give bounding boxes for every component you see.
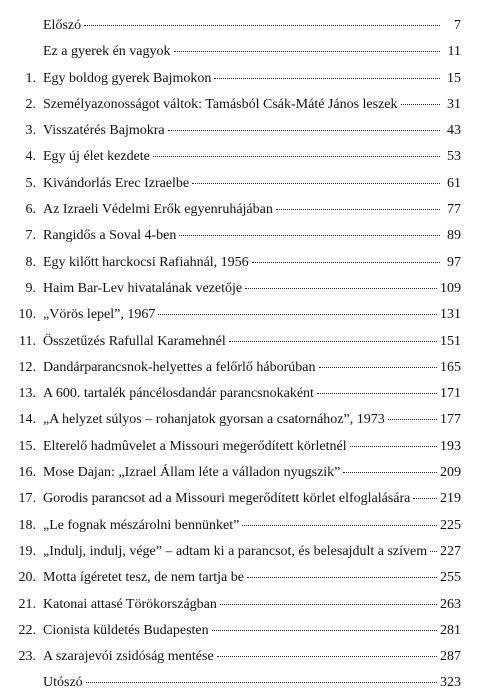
page-number: 131 (440, 307, 461, 323)
dot-leader (319, 367, 438, 368)
toc-line (43, 254, 461, 271)
page-number: 225 (440, 517, 461, 533)
toc-entry (0, 302, 485, 328)
toc-line (43, 43, 461, 60)
dot-leader (413, 498, 437, 499)
chapter-title: Az Izraeli Védelmi Erők egyenruhájában (43, 202, 273, 218)
chapter-number: 23. (18, 649, 36, 665)
dot-leader (242, 525, 437, 526)
chapter-number: 13. (18, 386, 36, 402)
page-number: 165 (440, 359, 461, 375)
chapter-title: Rangidős a Soval 4-ben (43, 228, 177, 244)
table-of-contents (0, 13, 485, 697)
dot-leader (153, 156, 440, 157)
dot-leader (220, 604, 437, 605)
chapter-number: 1. (25, 70, 36, 86)
chapter-title: Összetűzés Rafullal Karamehnél (43, 333, 226, 349)
chapter-number: 15. (18, 438, 36, 454)
toc-line (43, 175, 461, 192)
toc-line (43, 490, 461, 507)
chapter-title: „A helyzet súlyos – rohanjatok gyorsan a csatornához”, 1973 (43, 412, 385, 428)
page-number: 15 (447, 70, 461, 86)
page-number: 219 (440, 491, 461, 507)
chapter-number: 4. (25, 149, 36, 165)
dot-leader (217, 656, 437, 657)
page-number: 171 (440, 386, 461, 402)
chapter-number: 20. (18, 570, 36, 586)
page-number: 61 (447, 175, 461, 191)
toc-line (43, 306, 461, 323)
toc-line (43, 464, 461, 481)
toc-entry (0, 618, 485, 644)
toc-line (43, 411, 461, 428)
page-number: 193 (440, 438, 461, 454)
chapter-number: 11. (19, 333, 36, 349)
page-number: 177 (440, 412, 461, 428)
dot-leader (317, 393, 437, 394)
toc-line (43, 148, 461, 165)
chapter-number: 14. (18, 412, 36, 428)
toc-line (43, 201, 461, 218)
chapter-number: 19. (18, 543, 36, 559)
chapter-title: Dandárparancsnok-helyettes a felőrlő háborúban (43, 359, 316, 375)
dot-leader (192, 183, 440, 184)
chapter-title: Egy új élet kezdete (43, 149, 150, 165)
page-number: 7 (454, 18, 461, 33)
chapter-title: Egy kilőtt harckocsi Rafiahnál, 1956 (43, 254, 249, 270)
page-number: 263 (440, 596, 461, 612)
toc-entry (0, 13, 485, 39)
page-number: 281 (440, 622, 461, 638)
chapter-title: Utószó (43, 675, 83, 691)
toc-entry (0, 407, 485, 433)
toc-entry (0, 39, 485, 65)
chapter-number: 17. (18, 491, 36, 507)
chapter-title: Visszatérés Bajmokra (43, 123, 165, 139)
chapter-title: A 600. tartalék páncélosdandár parancsnokaként (43, 386, 314, 402)
chapter-title: Személyazonosságot váltok: Tamásból Csák-Máté János leszek (43, 96, 398, 112)
toc-line (43, 648, 461, 665)
chapter-title: „Le fognak mészárolni bennünket” (43, 517, 240, 533)
chapter-number: 8. (25, 254, 36, 270)
chapter-title: Mose Dajan: „Izrael Állam léte a válladon nyugszik” (43, 465, 341, 481)
chapter-number: 22. (18, 622, 36, 638)
toc-line (43, 280, 461, 297)
chapter-title: Elterelő hadmûvelet a Missouri megerődített körletnél (43, 438, 347, 454)
page-number: 209 (440, 465, 461, 481)
toc-line (43, 333, 461, 350)
toc-line (43, 96, 461, 113)
toc-entry (0, 171, 485, 197)
chapter-number: 6. (25, 202, 36, 218)
page-number: 109 (440, 280, 461, 296)
page-number: 227 (440, 543, 461, 559)
toc-line (43, 438, 461, 455)
toc-line (43, 227, 461, 244)
toc-entry (0, 565, 485, 591)
page-number: 77 (447, 202, 461, 218)
chapter-title: Egy boldog gyerek Bajmokon (43, 70, 212, 86)
chapter-number: 9. (25, 280, 36, 296)
toc-line (43, 17, 461, 34)
chapter-number: 16. (18, 465, 36, 481)
chapter-title: Ez a gyerek én vagyok (43, 44, 171, 60)
chapter-title: Gorodis parancsot ad a Missouri megerődített körlet elfoglalására (43, 491, 411, 507)
dot-leader (430, 551, 437, 552)
chapter-number: 10. (18, 307, 36, 323)
toc-line (43, 385, 461, 402)
page-number: 53 (447, 149, 461, 165)
chapter-number: 2. (25, 96, 36, 112)
dot-leader (84, 25, 440, 26)
dot-leader (388, 419, 437, 420)
dot-leader (247, 577, 437, 578)
chapter-title: Cionista küldetés Budapesten (43, 622, 209, 638)
chapter-number: 3. (25, 123, 36, 139)
chapter-title: „Indulj, indulj, vége” – adtam ki a parancsot, és belesajdult a szívem (43, 543, 428, 559)
toc-entry (0, 460, 485, 486)
dot-leader (86, 682, 437, 683)
chapter-number: 7. (25, 228, 36, 244)
dot-leader (174, 51, 441, 52)
chapter-title: Előszó (43, 18, 82, 33)
toc-line (43, 70, 461, 87)
chapter-title: Kivándorlás Erec Izraelbe (43, 175, 190, 191)
toc-entry (0, 276, 485, 302)
toc-line (43, 517, 461, 534)
toc-entry (0, 381, 485, 407)
toc-line (43, 569, 461, 586)
toc-entry (0, 329, 485, 355)
toc-entry (0, 197, 485, 223)
toc-entry (0, 434, 485, 460)
toc-line (43, 543, 461, 560)
toc-entry (0, 486, 485, 512)
toc-entry (0, 513, 485, 539)
toc-entry (0, 592, 485, 618)
toc-entry (0, 355, 485, 381)
page-number: 31 (447, 96, 461, 112)
dot-leader (179, 235, 440, 236)
page-number: 151 (440, 333, 461, 349)
dot-leader (168, 130, 440, 131)
dot-leader (229, 341, 437, 342)
dot-leader (158, 314, 437, 315)
toc-entry (0, 670, 485, 696)
toc-entry (0, 144, 485, 170)
page-number: 43 (447, 123, 461, 139)
dot-leader (343, 472, 437, 473)
chapter-title: Katonai attasé Törökországban (43, 596, 217, 612)
chapter-title: A szarajevói zsidóság mentése (43, 649, 214, 665)
toc-line (43, 674, 461, 691)
dot-leader (214, 78, 440, 79)
dot-leader (401, 104, 440, 105)
chapter-number: 5. (25, 175, 36, 191)
chapter-title: Motta ígéretet tesz, de nem tartja be (43, 570, 244, 586)
toc-entry (0, 92, 485, 118)
toc-line (43, 622, 461, 639)
toc-entry (0, 118, 485, 144)
chapter-number: 21. (18, 596, 36, 612)
page-number: 255 (440, 570, 461, 586)
page-number: 89 (447, 228, 461, 244)
chapter-title: Haim Bar-Lev hivatalának vezetője (43, 280, 243, 296)
dot-leader (252, 262, 440, 263)
chapter-number: 18. (18, 517, 36, 533)
toc-line (43, 596, 461, 613)
toc-entry (0, 644, 485, 670)
page-number: 323 (440, 675, 461, 691)
dot-leader (276, 209, 440, 210)
chapter-number: 12. (18, 359, 36, 375)
page-number: 11 (447, 44, 461, 60)
page-number: 287 (440, 649, 461, 665)
chapter-title: „Vörös lepel”, 1967 (43, 307, 156, 323)
toc-entry (0, 539, 485, 565)
toc-line (43, 359, 461, 376)
toc-entry (0, 66, 485, 92)
toc-entry (0, 223, 485, 249)
page-number: 97 (447, 254, 461, 270)
toc-entry (0, 250, 485, 276)
dot-leader (245, 288, 437, 289)
dot-leader (350, 446, 437, 447)
toc-line (43, 122, 461, 139)
